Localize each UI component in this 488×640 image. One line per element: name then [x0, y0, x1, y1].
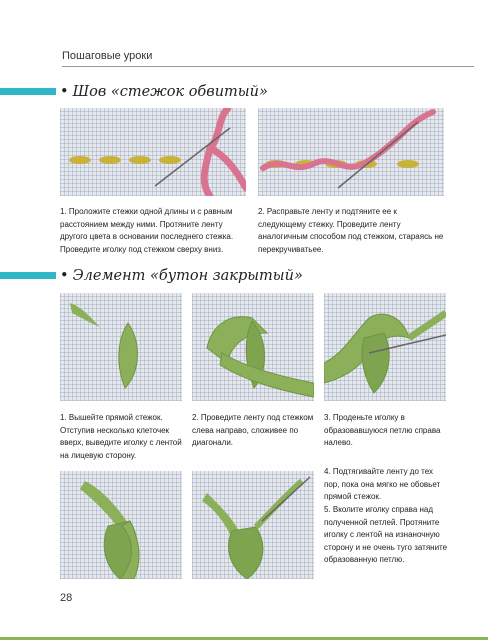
step-caption-1-1: 1. Проложите стежки одной длины и с равным расстоянием между ними. Протяните ленту другого цвета в основании последнего стежка. Проведите иголку под стежком сверху вниз. — [60, 207, 234, 254]
step-caption-2-4: 4. Подтягивайте ленту до тех пор, пока она мягко не обовьет прямой стежок. — [324, 467, 441, 501]
step-photo-1-1 — [60, 108, 246, 196]
step-photo-1-2 — [258, 108, 444, 196]
step-caption-1-2: 2. Расправьте ленту и подтяните ее к следующему стежку. Проведите ленту аналогичным способом под стежком, стараясь не перекручиватьее. — [258, 207, 444, 254]
section-accent-bar — [0, 88, 56, 95]
step-caption-2-1: 1. Вышейте прямой стежок. Отступив несколько клеточек вверх, выведите иголку с лентой на лицевую сторону. — [60, 413, 182, 460]
step-photo-2-2 — [192, 293, 314, 401]
section-accent-bar — [0, 272, 56, 279]
step-caption-2-2: 2. Проведите ленту под стежком слева направо, сложивее по диагонали. — [192, 413, 314, 447]
step-photo-2-1 — [60, 293, 182, 401]
step-photo-2-4 — [60, 471, 182, 579]
step-caption-2-5: 5. Вколите иголку справа над полученной петлей. Протяните иголку с лентой на изнаночную сторону и не очень туго затяните образованную петлю. — [324, 505, 448, 564]
section-title-2: • Элемент «бутон закрытый» — [60, 268, 303, 284]
header-rule — [62, 66, 474, 67]
step-photo-2-5 — [192, 471, 314, 579]
running-header: Пошаговые уроки — [62, 50, 153, 62]
step-caption-2-3: 3. Проденьте иголку в образовавшуюся петлю справа налево. — [324, 413, 441, 447]
section-title-1: • Шов «стежок обвитый» — [60, 84, 268, 100]
step-photo-2-3 — [324, 293, 446, 401]
page-number: 28 — [60, 592, 73, 604]
